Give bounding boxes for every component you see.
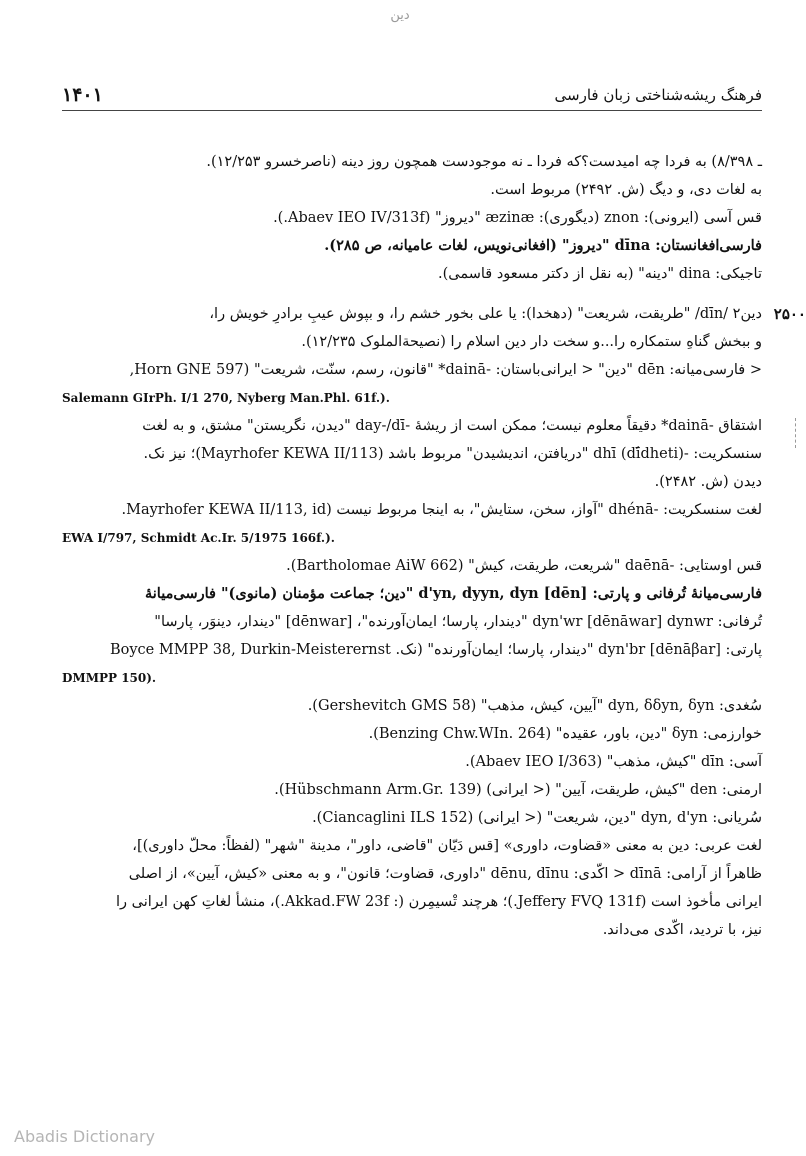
text-line: لغت سنسکریت: -dhénā "آواز، سخن، ستایش"، به اینجا مربوط نیست (Mayrhofer KEWA II/113, id.: [121, 502, 762, 518]
text-line: به لغات دی، و دیگ (ش. ۲۴۹۲) مربوط است.: [490, 182, 762, 198]
text-line: < فارسی‌میانه: dēn "دین" < ایرانی‌باستان: -dainā* "قانون، رسم، سنّت، شریعت" (Horn GNE 597,: [129, 362, 762, 378]
text-line: DMMPP 150).: [62, 671, 157, 685]
watermark: Abadis Dictionary: [14, 1127, 155, 1146]
text-line: قس اوستایی: -daēnā "شریعت، طریقت، کیش" (Bartholomae AiW 662).: [286, 558, 762, 574]
text-line: سُریانی: dyn, d'yn "دین، شریعت" (< ایرانی) (Ciancaglini ILS 152).: [312, 810, 762, 826]
text-line: لغت عربی: دین به معنی «قضاوت، داوری» [قس دَیّان "قاضی، داور"، مدینة "شهر" (لفظاً: محلّ داوری)]،: [132, 838, 762, 854]
text-line: EWA I/797, Schmidt Ac.Ir. 5/1975 166f.).: [62, 531, 335, 545]
text-line: ایرانی مأخوذ است (Jeffery FVQ 131f.)؛ هرچند تْسیمِرن (: Akkad.FW 23f.)، منشأ لغاتِ کهن ایرانی را: [116, 894, 762, 910]
text-line: اشتقاق -dainā* دقیقاً معلوم نیست؛ ممکن است از ریشهٔ -day-/dī "دیدن، نگریستن" مشتق، و به لغت: [142, 418, 762, 434]
text-line: ارمنی: den "کیش، طریقت، آیین" (< ایرانی) (Hübschmann Arm.Gr. 139).: [274, 782, 762, 798]
text-line: دین۲ /dīn/ "طریقت، شریعت" (دهخدا): یا علی بخور خشم را، و بپوش عیبِ برادرِ خویش را،: [209, 306, 762, 322]
text-line: و ببخش گناهِ ستمکاره را...و سخت دار دین اسلام را (نصیحة‌الملوک ۱۲/۲۳۵).: [301, 334, 762, 350]
text-line: تُرفانی: dyn'wr [dēnāwar] dynwr "دیندار، پارسا؛ ایمان‌آورنده"، [dēnwar] "دیندار، دینوَر، پارسا": [154, 614, 762, 630]
text-line: پارتی: dyn'br [dēnāβar] "دیندار، پارسا؛ ایمان‌آورنده" (نک. Boyce MMPP 38, Durkin-Meisterernst: [109, 642, 762, 658]
page-number: ۱۴۰۱: [62, 84, 103, 106]
page-header: [62, 84, 762, 111]
entry-headline: [62, 300, 806, 328]
text-line: Salemann GIrPh. I/1 270, Nyberg Man.Phl. 61f.).: [62, 391, 390, 405]
text-line: نیز، با تردید، اکّدی می‌داند.: [602, 922, 762, 938]
text-line: تاجیکی: dina "دینه" (به نقل از دکتر مسعود قاسمی).: [437, 266, 762, 282]
page-top-word: دین: [390, 8, 410, 23]
text-line: خوارزمی: δyn "دین، باور، عقیده" (Benzing Chw.WIn. 264).: [368, 726, 762, 742]
text-line: آسی: dīn "کیش، مذهب" (Abaev IEO I/363).: [465, 754, 762, 770]
text-line: ظاهراً از آرامی: dīnā < اکّدی: dēnu, dīnu "داوری، قضاوت؛ قانون"، و به معنی «کیش، آیین»، از اصلی: [128, 866, 762, 882]
entry-number: ۲۵۰۰: [773, 305, 806, 323]
dictionary-text: [62, 148, 806, 944]
text-line: سنسکریت: -(dī́dheti) dhī "دریافتن، اندیشیدن" مربوط باشد (Mayrhofer KEWA II/113)؛ نیز نک.: [143, 446, 762, 462]
margin-mark: [785, 418, 796, 448]
text-line: فارسی‌میانهٔ تُرفانی و پارتی: d'yn, dyyn, dyn [dēn] "دین؛ جماعت مؤمنان (مانوی)" فارسی‌میانهٔ: [144, 585, 762, 602]
text-line: قس آسی (ایرونی): znon (دیگوری): æzinæ "دیروز" (Abaev IEO IV/313f.).: [273, 210, 762, 226]
text-line: سُغدی: dyn, δδyn, δyn "آیین، کیش، مذهب" (Gershevitch GMS 58).: [307, 698, 762, 714]
text-line: ـ ۸/۳۹۸) به فردا چه امیدست؟که فردا ـ نه موجودست همچون روز دینه (ناصرخسرو ۱۲/۲۵۳).: [206, 154, 762, 170]
text-line: دیدن (ش. ۲۴۸۲).: [654, 474, 762, 490]
book-title: فرهنگ ریشه‌شناختی زبان فارسی: [554, 86, 762, 104]
text-line: فارسی‌افغانستان: dīna "دیروز" (افغانی‌نویس، لغات عامیانه، ص ۲۸۵).: [324, 237, 762, 254]
